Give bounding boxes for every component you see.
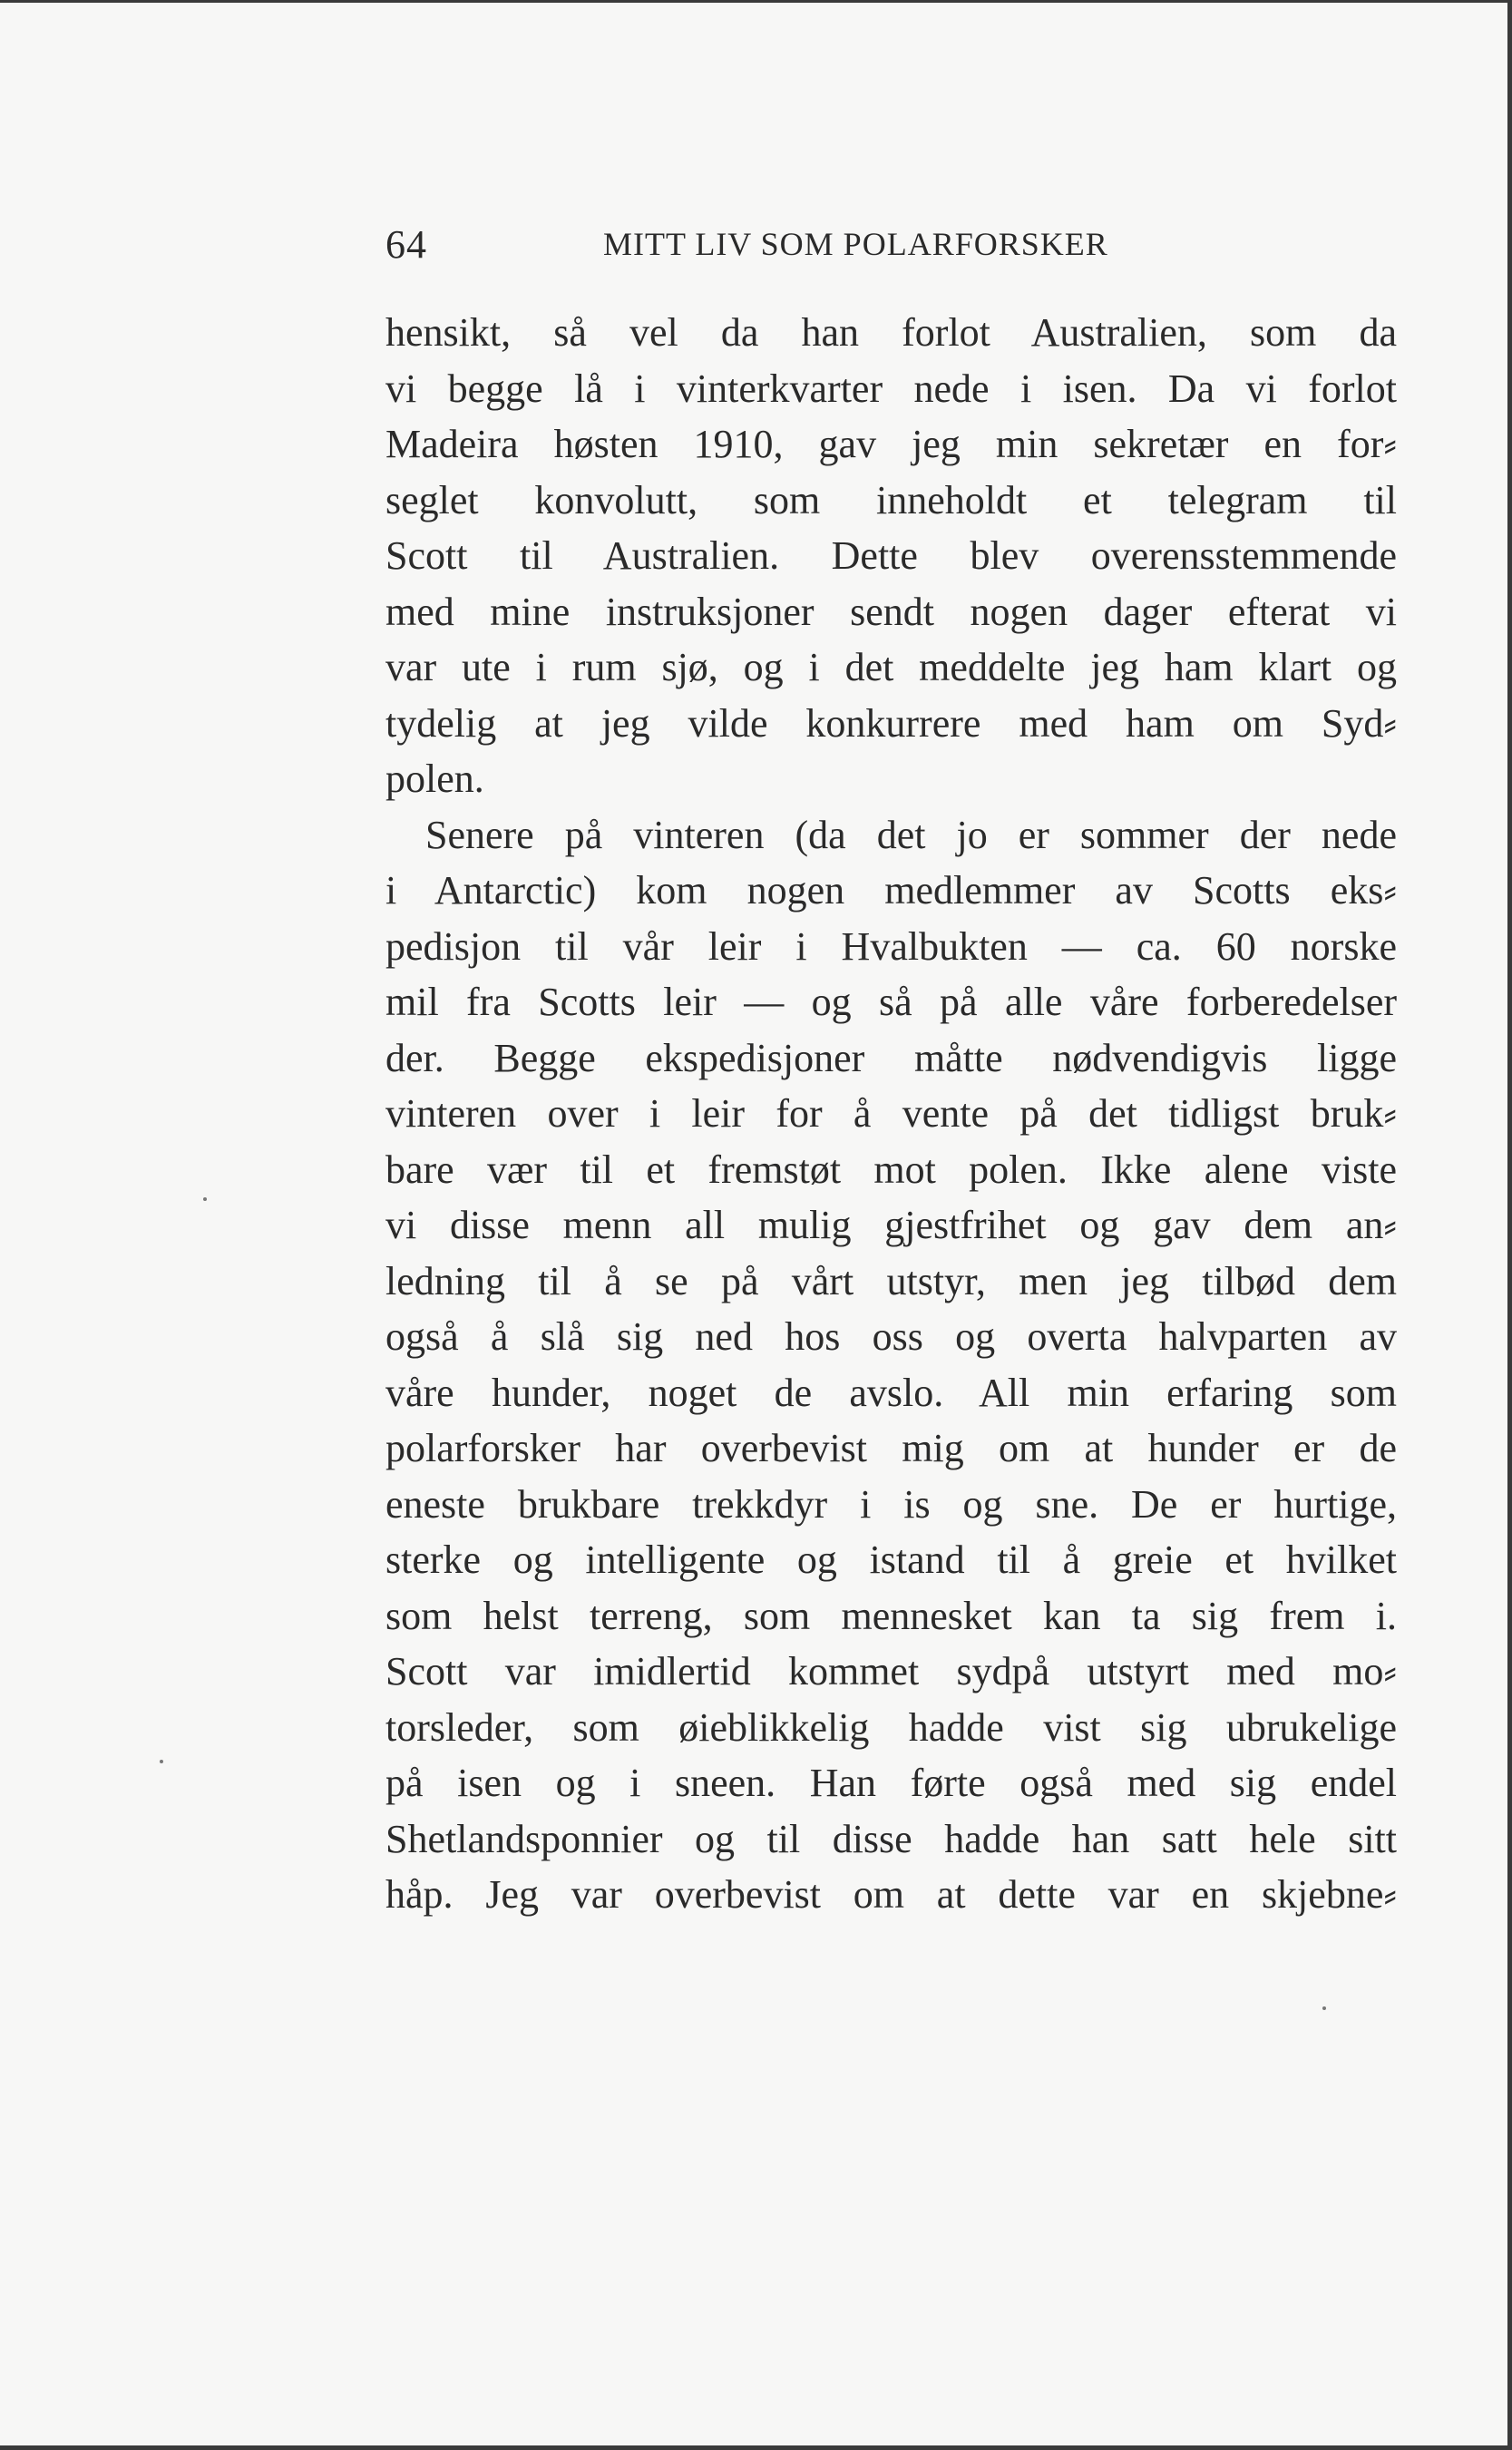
text-line: i Antarctic) kom nogen medlemmer av Scotts eks⸗	[385, 868, 1397, 913]
paper-speck	[160, 1760, 163, 1763]
paper-speck	[203, 1197, 207, 1201]
running-head: MITT LIV SOM POLARFORSKER	[603, 226, 1108, 262]
text-line: pedisjon til vår leir i Hvalbukten — ca. 60 norske	[385, 923, 1397, 969]
text-line: også å slå sig ned hos oss og overta halvparten av	[385, 1314, 1397, 1359]
text-line: sterke og intelligente og istand til å greie et hvilket	[385, 1537, 1397, 1582]
paper-speck	[1322, 2006, 1326, 2010]
text-line: tydelig at jeg vilde konkurrere med ham om Syd⸗	[385, 700, 1397, 746]
text-line: våre hunder, noget de avslo. All min erfaring som	[385, 1370, 1397, 1415]
text-line: vi disse menn all mulig gjestfrihet og gav dem an⸗	[385, 1203, 1397, 1247]
text-line: var ute i rum sjø, og i det meddelte jeg ham klart og	[385, 645, 1397, 689]
text-line: ledning til å se på vårt utstyr, men jeg tilbød dem	[385, 1258, 1397, 1303]
text-line: hensikt, så vel da han forlot Australien, som da	[385, 310, 1397, 355]
paragraph-end-line: polen.	[385, 756, 484, 801]
text-line: Scott til Australien. Dette blev overensstemmende	[385, 533, 1397, 578]
text-line: polarforsker har overbevist mig om at hunder er de	[385, 1426, 1397, 1470]
text-line: vinteren over i leir for å vente på det tidligst bruk⸗	[385, 1091, 1397, 1136]
text-line: eneste brukbare trekkdyr i is og sne. De er hurtige,	[385, 1481, 1397, 1527]
text-line: håp. Jeg var overbevist om at dette var en skjebne⸗	[385, 1872, 1397, 1917]
page-header	[385, 221, 1397, 276]
text-line: Madeira høsten 1910, gav jeg min sekretær en for⸗	[385, 422, 1397, 466]
text-line: der. Begge ekspedisjoner måtte nødvendigvis ligge	[385, 1035, 1397, 1080]
text-line: vi begge lå i vinterkvarter nede i isen. Da vi forlot	[385, 366, 1397, 411]
text-line: som helst terreng, som mennesket kan ta sig frem i.	[385, 1593, 1397, 1638]
page-number: 64	[385, 222, 427, 267]
paragraph-start-line: Senere på vinteren (da det jo er sommer der nede	[425, 812, 1397, 857]
text-line: seglet konvolutt, som inneholdt et telegram til	[385, 477, 1397, 522]
text-line: på isen og i sneen. Han førte også med sig endel	[385, 1761, 1397, 1805]
text-line: mil fra Scotts leir — og så på alle våre forberedelser	[385, 980, 1397, 1024]
text-line: Scott var imidlertid kommet sydpå utstyrt med mo⸗	[385, 1649, 1397, 1694]
text-line: Shetlandsponnier og til disse hadde han satt hele sitt	[385, 1816, 1397, 1861]
body-text	[385, 305, 1397, 1923]
text-line: bare vær til et fremstøt mot polen. Ikke alene viste	[385, 1147, 1397, 1192]
text-line: torsleder, som øieblikkelig hadde vist sig ubrukelige	[385, 1704, 1397, 1750]
text-line: med mine instruksjoner sendt nogen dager efterat vi	[385, 589, 1397, 634]
